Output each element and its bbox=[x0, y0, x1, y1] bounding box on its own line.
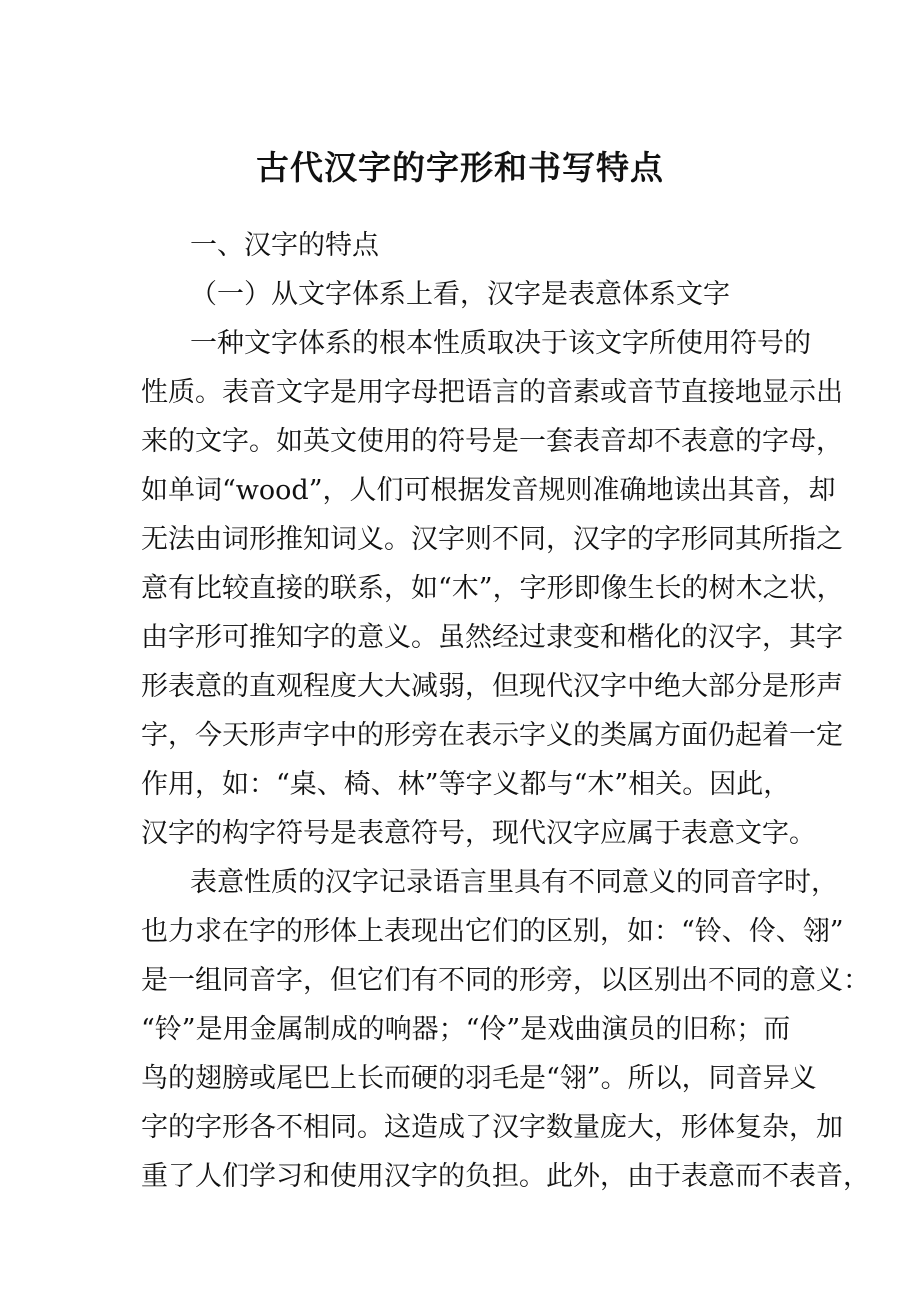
paragraph-line: 形表意的直观程度大大减弱，但现代汉字中绝大部分是形声 bbox=[141, 671, 843, 702]
paragraph-line: 如单词“wood”，人们可根据发音规则准确地读出其音，却 bbox=[141, 475, 836, 506]
subsection-heading: （一）从文字体系上看，汉字是表意体系文字 bbox=[190, 279, 730, 310]
paragraph-2 bbox=[141, 858, 870, 1201]
paragraph-line: 字的字形各不相同。这造成了汉字数量庞大，形体复杂，加 bbox=[141, 1112, 843, 1143]
paragraph-line: “铃”是用金属制成的响器；“伶”是戏曲演员的旧称；而 bbox=[141, 1014, 791, 1045]
paragraph-line: 字，今天形声字中的形旁在表示字义的类属方面仍起着一定 bbox=[141, 720, 843, 751]
paragraph-line: 由字形可推知字的意义。虽然经过隶变和楷化的汉字，其字 bbox=[141, 622, 843, 653]
document-body bbox=[141, 221, 870, 1201]
paragraph-line: 汉字的构字符号是表意符号，现代汉字应属于表意文字。 bbox=[141, 818, 816, 849]
paragraph-line: 一种文字体系的根本性质取决于该文字所使用符号的 bbox=[190, 328, 811, 359]
paragraph-line: 是一组同音字，但它们有不同的形旁，以区别出不同的意义： bbox=[141, 965, 870, 996]
document-title: 古代汉字的字形和书写特点 bbox=[256, 148, 664, 187]
paragraph-line: 也力求在字的形体上表现出它们的区别，如：“铃、伶、翎” bbox=[141, 916, 844, 947]
section-heading: 一、汉字的特点 bbox=[190, 230, 379, 261]
paragraph-1 bbox=[141, 319, 844, 858]
paragraph-line: 鸟的翅膀或尾巴上长而硬的羽毛是“翎”。所以，同音异义 bbox=[141, 1063, 817, 1094]
paragraph-line: 无法由词形推知词义。汉字则不同，汉字的字形同其所指之 bbox=[141, 524, 843, 555]
paragraph-line: 性质。表音文字是用字母把语言的音素或音节直接地显示出 bbox=[141, 377, 843, 408]
paragraph-line: 来的文字。如英文使用的符号是一套表音却不表意的字母， bbox=[141, 426, 843, 457]
paragraph-line: 作用，如：“桌、椅、林”等字义都与“木”相关。因此， bbox=[141, 769, 791, 800]
paragraph-line: 意有比较直接的联系，如“木”，字形即像生长的树木之状， bbox=[141, 573, 844, 604]
paragraph-line: 表意性质的汉字记录语言里具有不同意义的同音字时， bbox=[190, 867, 838, 898]
paragraph-line: 重了人们学习和使用汉字的负担。此外，由于表意而不表音， bbox=[141, 1161, 870, 1192]
